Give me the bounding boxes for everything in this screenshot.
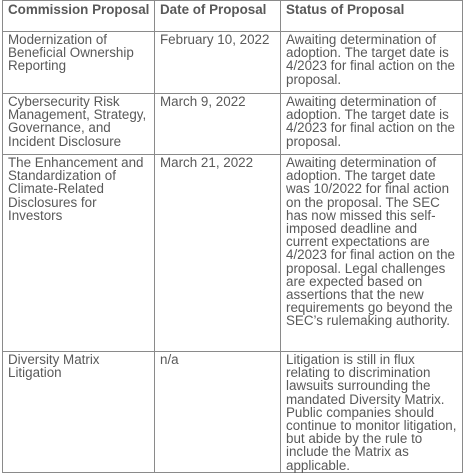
table-row bbox=[3, 155, 463, 352]
proposal-cell: Modernization of Beneficial Ownership Reporting bbox=[3, 32, 155, 94]
date-cell: March 21, 2022 bbox=[155, 155, 281, 352]
proposal-cell: Cybersecurity Risk Management, Strategy, Governance, and Incident Disclosure bbox=[3, 94, 155, 155]
table-header-row bbox=[3, 1, 463, 32]
date-cell: February 10, 2022 bbox=[155, 32, 281, 94]
date-cell: n/a bbox=[155, 352, 281, 473]
table-row bbox=[3, 94, 463, 155]
date-cell: March 9, 2022 bbox=[155, 94, 281, 155]
status-cell: Litigation is still in flux relating to discrimination lawsuits surrounding the mandated Diversity Matrix. Public companies should continue to monitor litigation, but abide by the rule to include the Matrix as applicable. bbox=[281, 352, 463, 473]
header-date-of-proposal: Date of Proposal bbox=[155, 1, 281, 32]
header-commission-proposal: Commission Proposal bbox=[3, 1, 155, 32]
table-row bbox=[3, 32, 463, 94]
status-cell: Awaiting determination of adoption. The target date was 10/2022 for final action on the proposal. The SEC has now missed this self-imposed deadline and current expectations are 4/2023 for final action on the proposal. Legal challenges are expected based on assertions that the new requirements go beyond the SEC’s rulemaking authority. bbox=[281, 155, 463, 352]
status-cell: Awaiting determination of adoption. The target date is 4/2023 for final action on the proposal. bbox=[281, 32, 463, 94]
header-status-of-proposal: Status of Proposal bbox=[281, 1, 463, 32]
proposal-cell: Diversity Matrix Litigation bbox=[3, 352, 155, 473]
proposal-cell: The Enhancement and Standardization of Climate-Related Disclosures for Investors bbox=[3, 155, 155, 352]
sec-proposals-table bbox=[2, 0, 463, 473]
status-cell: Awaiting determination of adoption. The target date is 4/2023 for final action on the proposal. bbox=[281, 94, 463, 155]
table-row bbox=[3, 352, 463, 473]
